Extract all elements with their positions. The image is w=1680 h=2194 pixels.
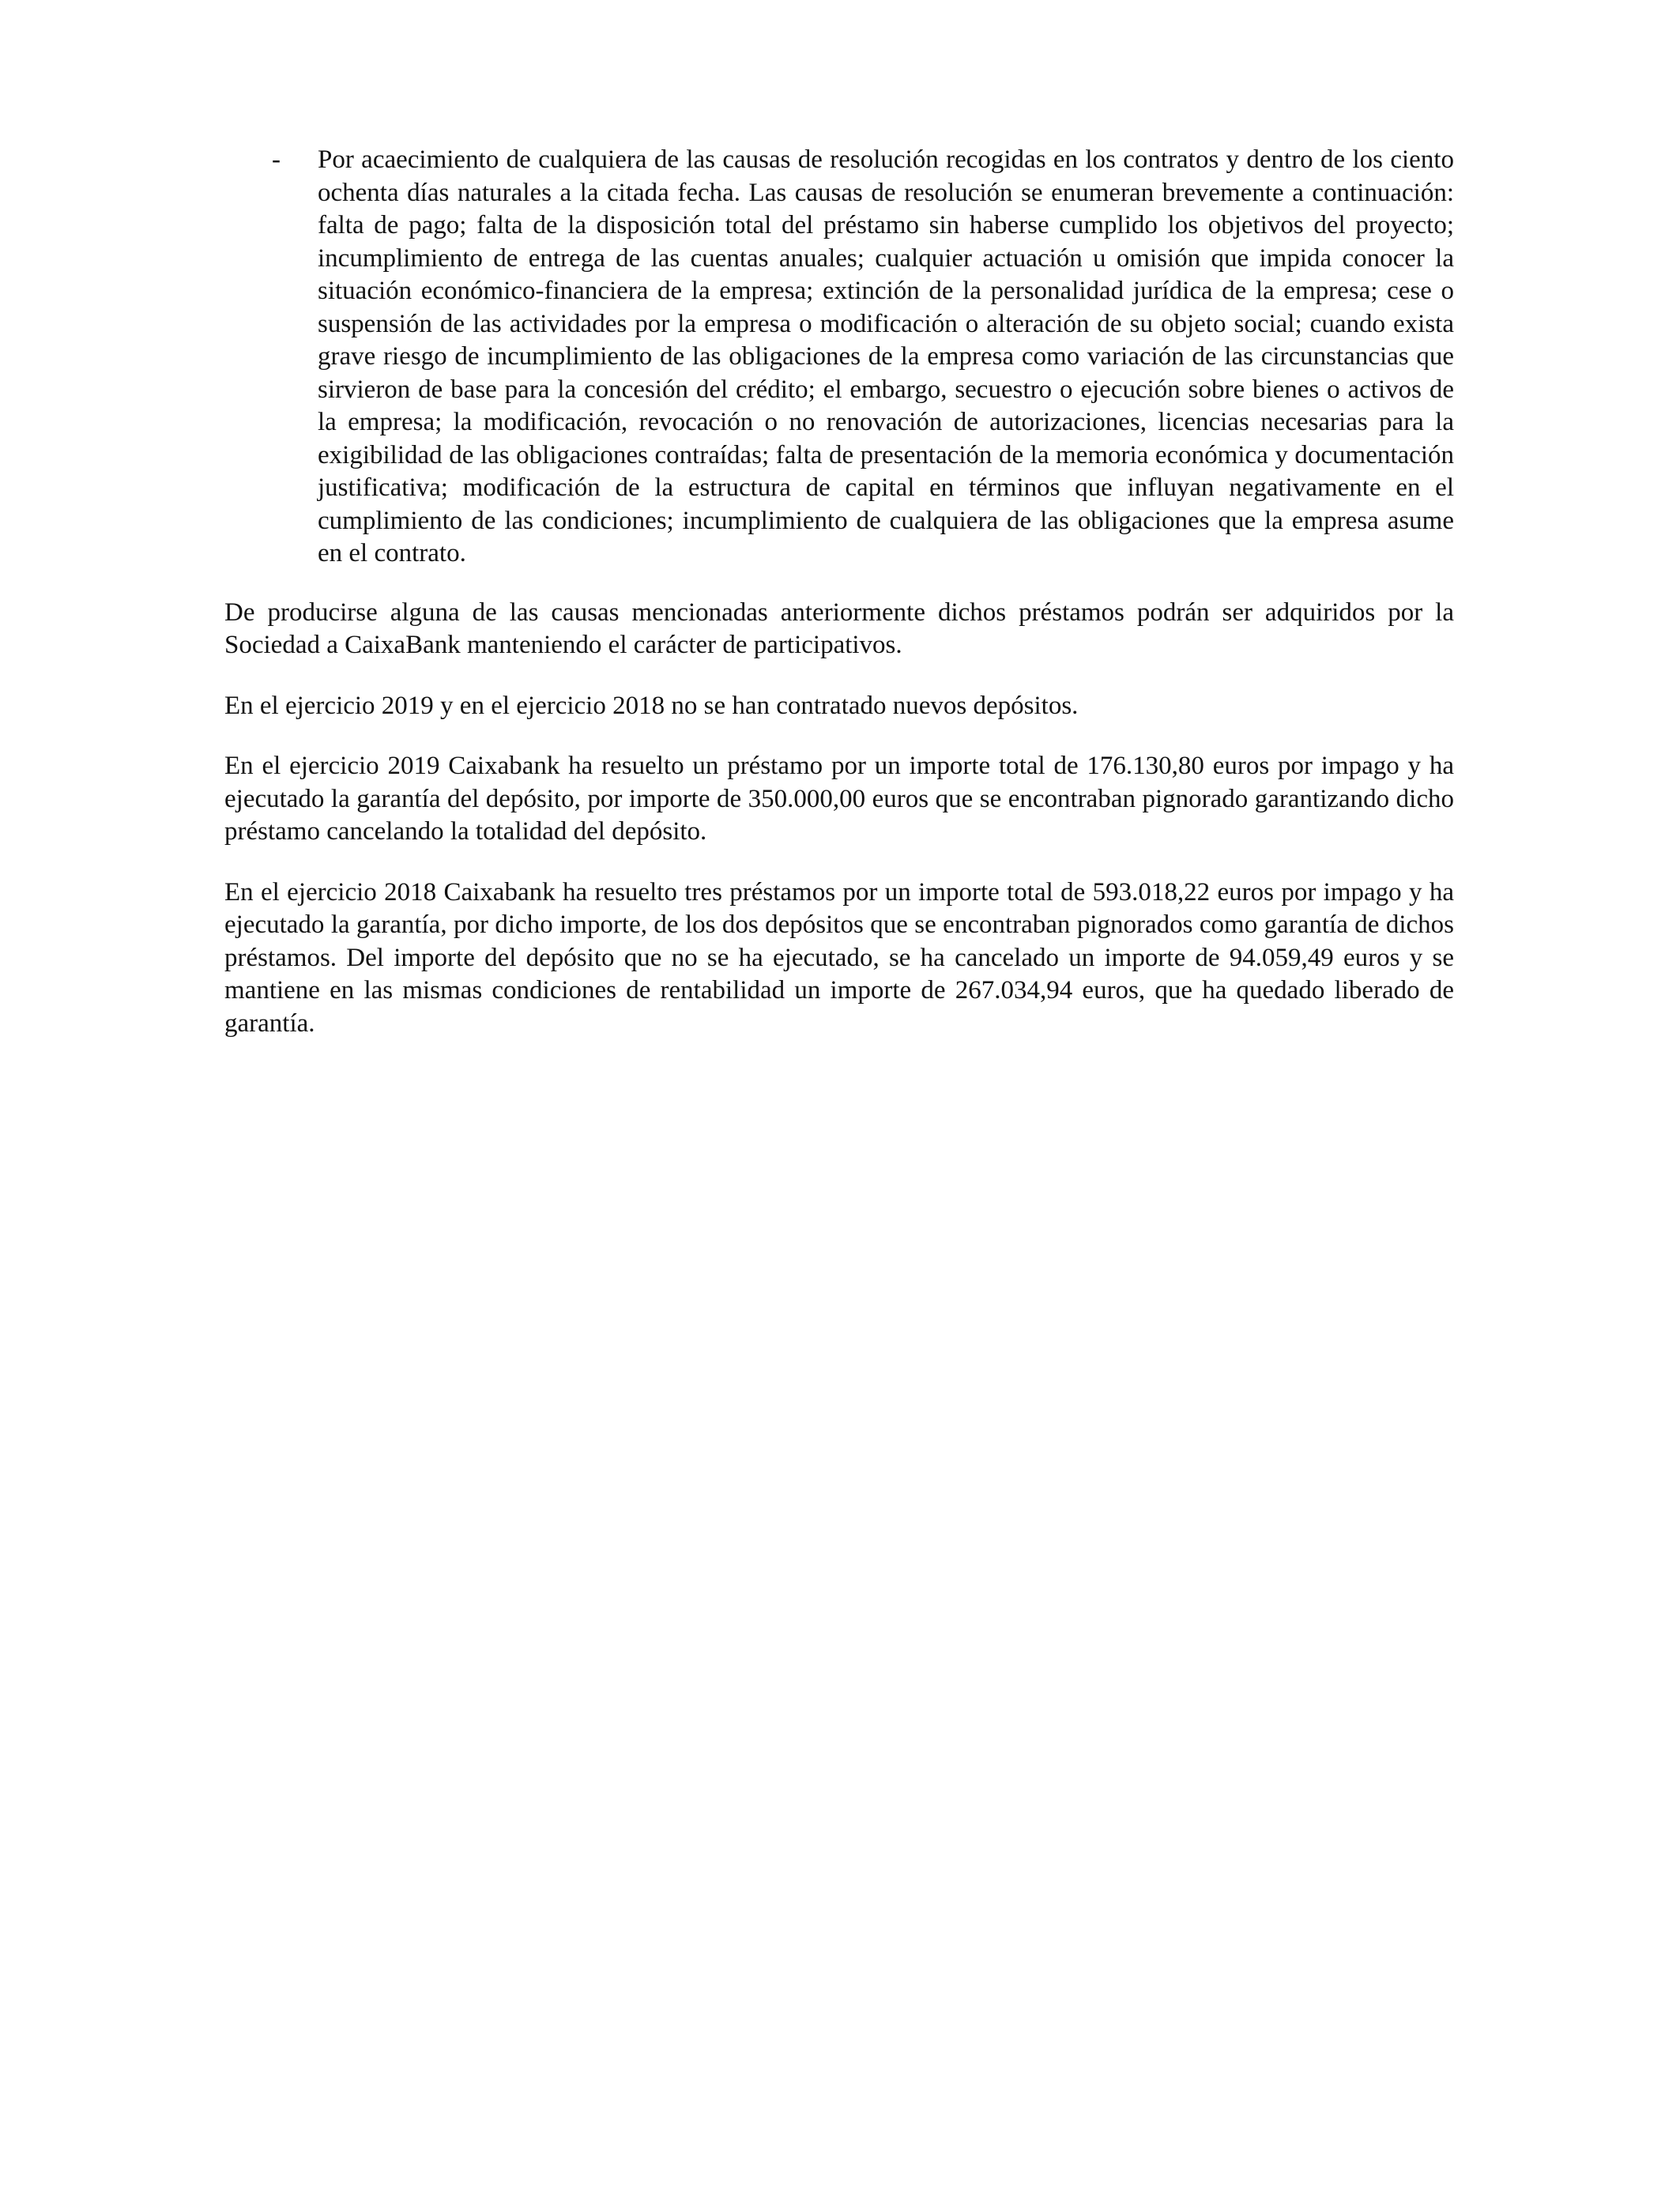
resolution-causes-text: Por acaecimiento de cualquiera de las causas de resolución recogidas en los contratos y dentro de los ciento ochenta días naturales a la citada fecha. Las causas de resolución se enumeran brevemente a continuación: falta de pago; falta de la disposición total del préstamo sin haberse cumplido los objetivos del proyecto; incumplimiento de entrega de las cuentas anuales; cualquier actuación u omisión que impida conocer la situación económico-financiera de la empresa; extinción de la personalidad jurídica de la empresa; cese o suspensión de las actividades por la empresa o modificación o alteración de su objeto social; cuando exista grave riesgo de incumplimiento de las obligaciones de la empresa como variación de las circunstancias que sirvieron de base para la concesión del crédito; el embargo, secuestro o ejecución sobre bienes o activos de la empresa; la modificación, revocación o no renovación de autorizaciones, licencias necesarias para la exigibilidad de las obligaciones contraídas; falta de presentación de la memoria económica y documentación justificativa; modificación de la estructura de capital en términos que influyan negativamente en el cumplimiento de las condiciones; incumplimiento de cualquiera de las obligaciones que la empresa asume en el contrato. bbox=[318, 145, 1454, 567]
paragraph-acquisition: De producirse alguna de las causas mencionadas anteriormente dichos préstamos podrán ser adquiridos por la Sociedad a CaixaBank manteniendo el carácter de participativos. bbox=[224, 598, 1454, 659]
list-bullet-marker: - bbox=[272, 145, 281, 174]
resolution-causes-list-item bbox=[224, 144, 1454, 571]
paragraph-2018-resolution: En el ejercicio 2018 Caixabank ha resuelto tres préstamos por un importe total de 593.018,22 euros por impago y ha ejecutado la garantía, por dicho importe, de los dos depósitos que se encontraban pignorados como garantía de dichos préstamos. Del importe del depósito que no se ha ejecutado, se ha cancelado un importe de 94.059,49 euros y se mantiene en las mismas condiciones de rentabilidad un importe de 267.034,94 euros, que ha quedado liberado de garantía. bbox=[224, 877, 1454, 1038]
document-body bbox=[224, 144, 1454, 1068]
paragraph-no-new-deposits: En el ejercicio 2019 y en el ejercicio 2018 no se han contratado nuevos depósitos. bbox=[224, 691, 1079, 720]
paragraph-2019-resolution: En el ejercicio 2019 Caixabank ha resuelto un préstamo por un importe total de 176.130,80 euros por impago y ha ejecutado la garantía del depósito, por importe de 350.000,00 euros que se encontraban pignorado garantizando dicho préstamo cancelando la totalidad del depósito. bbox=[224, 752, 1454, 846]
